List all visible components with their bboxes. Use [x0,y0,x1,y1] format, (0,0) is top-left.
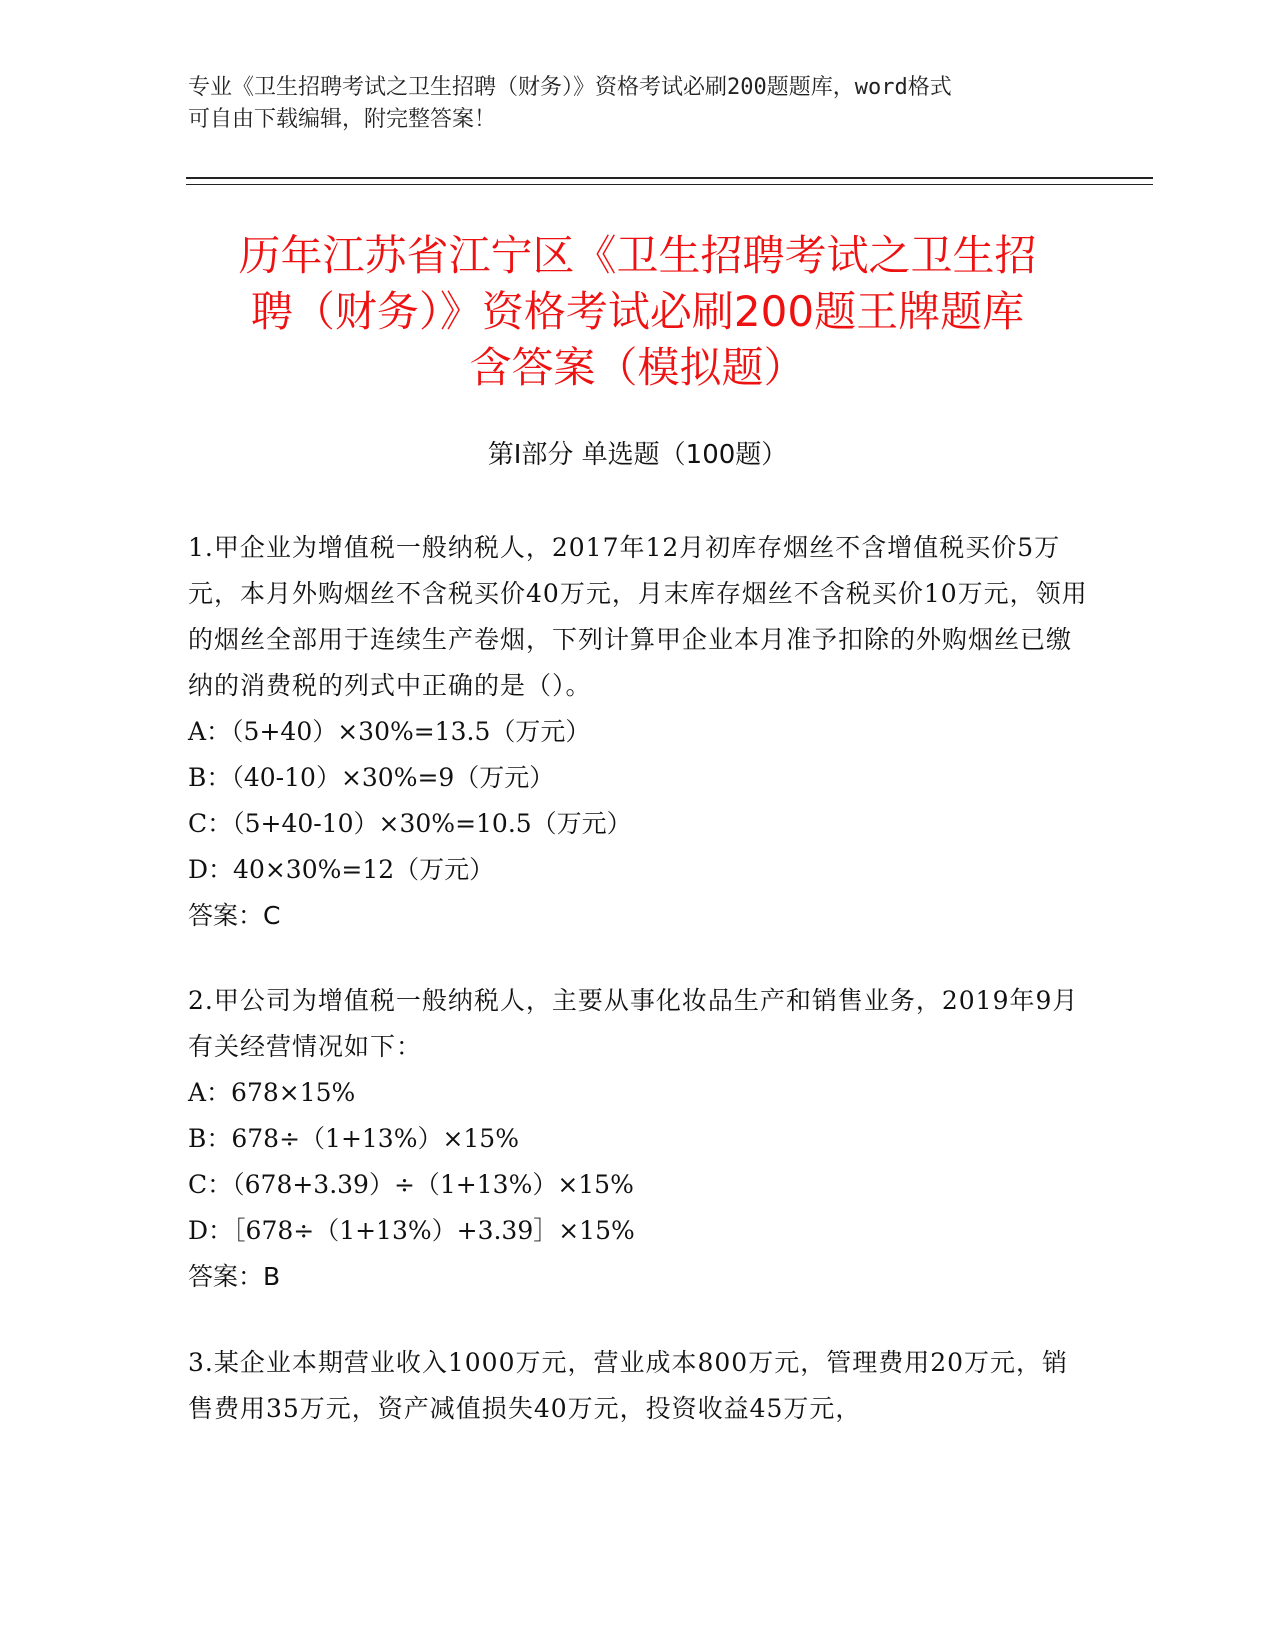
question-3-text: 3.某企业本期营业收入1000万元，营业成本800万元，管理费用20万元，销售费用35万元，资产减值损失40万元，投资收益45万元， [188,1348,1069,1423]
question-3 [188,1340,1088,1432]
section-heading: 第Ⅰ部分 单选题（100题） [487,440,788,470]
question-1-option-c: C：（5+40-10）×30%=10.5（万元） [188,809,632,838]
question-2-option-d: D：［678÷（1+13%）+3.39］×15% [188,1216,635,1245]
question-1-option-a: A：（5+40）×30%=13.5（万元） [188,717,591,746]
header-line-1: 专业《卫生招聘考试之卫生招聘（财务）》资格考试必刷200题题库，word格式 [188,75,952,100]
question-2-option-c: C：（678+3.39）÷（1+13%）×15% [188,1170,634,1199]
question-2-text: 2.甲公司为增值税一般纳税人，主要从事化妆品生产和销售业务，2019年9月有关经营情况如下： [188,986,1079,1061]
header-divider-thin [186,184,1153,185]
question-2-option-a: A：678×15% [188,1078,356,1107]
header-divider-thick [186,177,1153,179]
document-title [190,228,1085,396]
question-2-answer: 答案：B [188,1262,281,1291]
question-2 [188,978,1088,1300]
question-1 [188,525,1088,939]
title-line-1: 历年江苏省江宁区《卫生招聘考试之卫生招 [238,231,1037,280]
question-1-answer: 答案：C [188,901,281,930]
header-line-2: 可自由下载编辑，附完整答案！ [188,107,497,132]
title-line-3: 含答案（模拟题） [469,343,806,392]
document-header [188,72,1068,136]
question-1-option-b: B：（40-10）×30%=9（万元） [188,763,555,792]
question-2-option-b: B：678÷（1+13%）×15% [188,1124,519,1153]
title-line-2: 聘（财务）》资格考试必刷200题王牌题库 [250,287,1025,336]
question-1-text: 1.甲企业为增值税一般纳税人，2017年12月初库存烟丝不含增值税买价5万元，本月外购烟丝不含税买价40万元，月末库存烟丝不含税买价10万元，领用的烟丝全部用于连续生产卷烟，下列计算甲企业本月准予扣除的外购烟丝已缴纳的消费税的列式中正确的是（）。 [188,533,1088,700]
question-1-option-d: D：40×30%=12（万元） [188,855,495,884]
